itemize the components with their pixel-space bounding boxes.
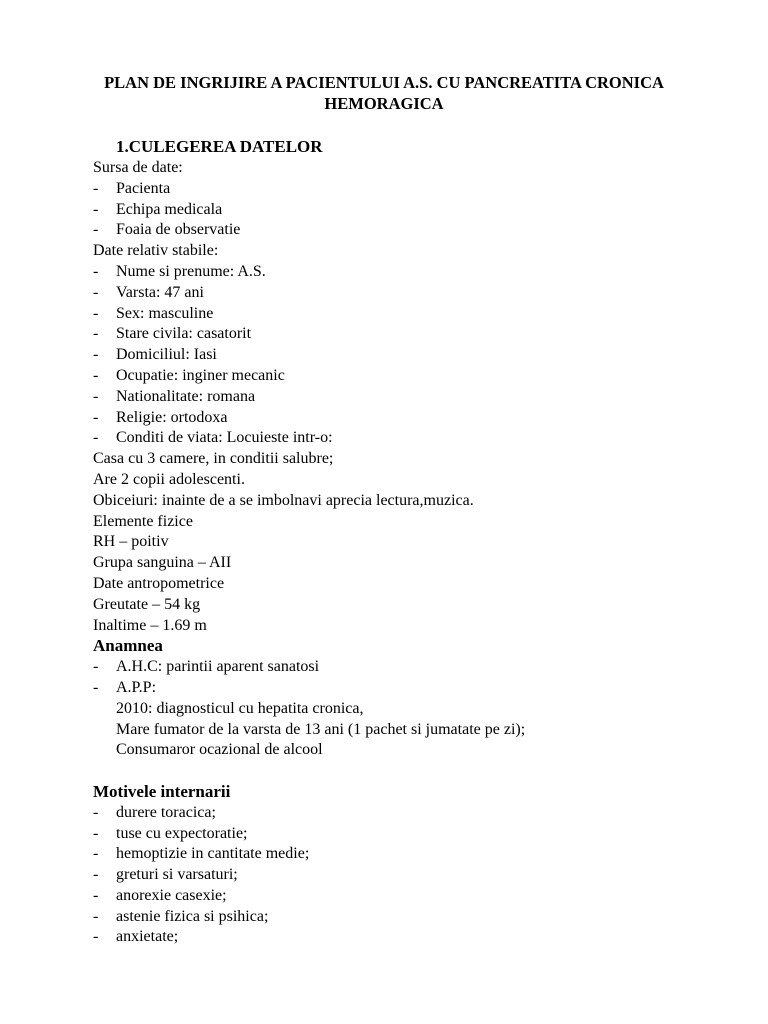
- list-item: - anorexie casexie;: [93, 886, 227, 904]
- list-item: - A.P.P:: [93, 678, 157, 696]
- list-item: - durere toracica;: [93, 803, 216, 821]
- text-line: Are 2 copii adolescenti.: [93, 470, 245, 488]
- list-item: - tuse cu expectoratie;: [93, 824, 248, 842]
- text-line: Greutate – 54 kg: [93, 595, 201, 613]
- list-item: - A.H.C: parintii aparent sanatosi: [93, 658, 320, 676]
- stable-data-label: Date relativ stabile:: [93, 242, 219, 260]
- list-item: - Sex: masculine: [93, 304, 214, 322]
- list-item: - Conditi de viata: Locuieste intr-o:: [93, 429, 333, 447]
- admission-reasons-heading: Motivele internarii: [93, 781, 231, 801]
- list-item: - hemoptizie in cantitate medie;: [93, 845, 310, 863]
- text-line: Elemente fizice: [93, 512, 193, 530]
- text-line: Mare fumator de la varsta de 13 ani (1 pachet si jumatate pe zi);: [116, 720, 526, 738]
- list-item: - Nume si prenume: A.S.: [93, 262, 266, 280]
- list-item: - Domiciliul: Iasi: [93, 346, 217, 364]
- section-heading-data-collection: 1.CULEGEREA DATELOR: [116, 137, 323, 156]
- text-line: Date antropometrice: [93, 574, 225, 592]
- title-line-1: PLAN DE INGRIJIRE A PACIENTULUI A.S. CU PANCREATITA CRONICA: [104, 73, 664, 92]
- anamnesis-heading: Anamnea: [93, 636, 163, 656]
- sources-label: Sursa de date:: [93, 159, 183, 176]
- text-line: Grupa sanguina – AII: [93, 554, 232, 572]
- list-item: - Varsta: 47 ani: [93, 283, 204, 301]
- list-item: - Pacienta: [93, 179, 171, 197]
- list-item: - greturi si varsaturi;: [93, 866, 238, 884]
- spacer: [93, 761, 733, 782]
- list-item: - Foaia de observatie: [93, 221, 241, 239]
- text-line: RH – poitiv: [93, 533, 169, 551]
- list-item: - anxietate;: [93, 928, 179, 946]
- document-title: [60, 72, 708, 114]
- list-item: - Ocupatie: inginer mecanic: [93, 366, 285, 384]
- list-item: - Echipa medicala: [93, 200, 223, 218]
- text-line: Inaltime – 1.69 m: [93, 616, 207, 634]
- list-item: - Religie: ortodoxa: [93, 408, 228, 426]
- title-line-2: HEMORAGICA: [324, 94, 444, 113]
- list-item: - Nationalitate: romana: [93, 387, 256, 405]
- text-line: Consumaror ocazional de alcool: [116, 741, 323, 759]
- document-body: [93, 136, 733, 948]
- text-line: Obiceiuri: inainte de a se imbolnavi aprecia lectura,muzica.: [93, 491, 474, 509]
- text-line: 2010: diagnosticul cu hepatita cronica,: [116, 699, 364, 717]
- text-line: Casa cu 3 camere, in conditii salubre;: [93, 450, 334, 468]
- list-item: - astenie fizica si psihica;: [93, 907, 269, 925]
- list-item: - Stare civila: casatorit: [93, 325, 252, 343]
